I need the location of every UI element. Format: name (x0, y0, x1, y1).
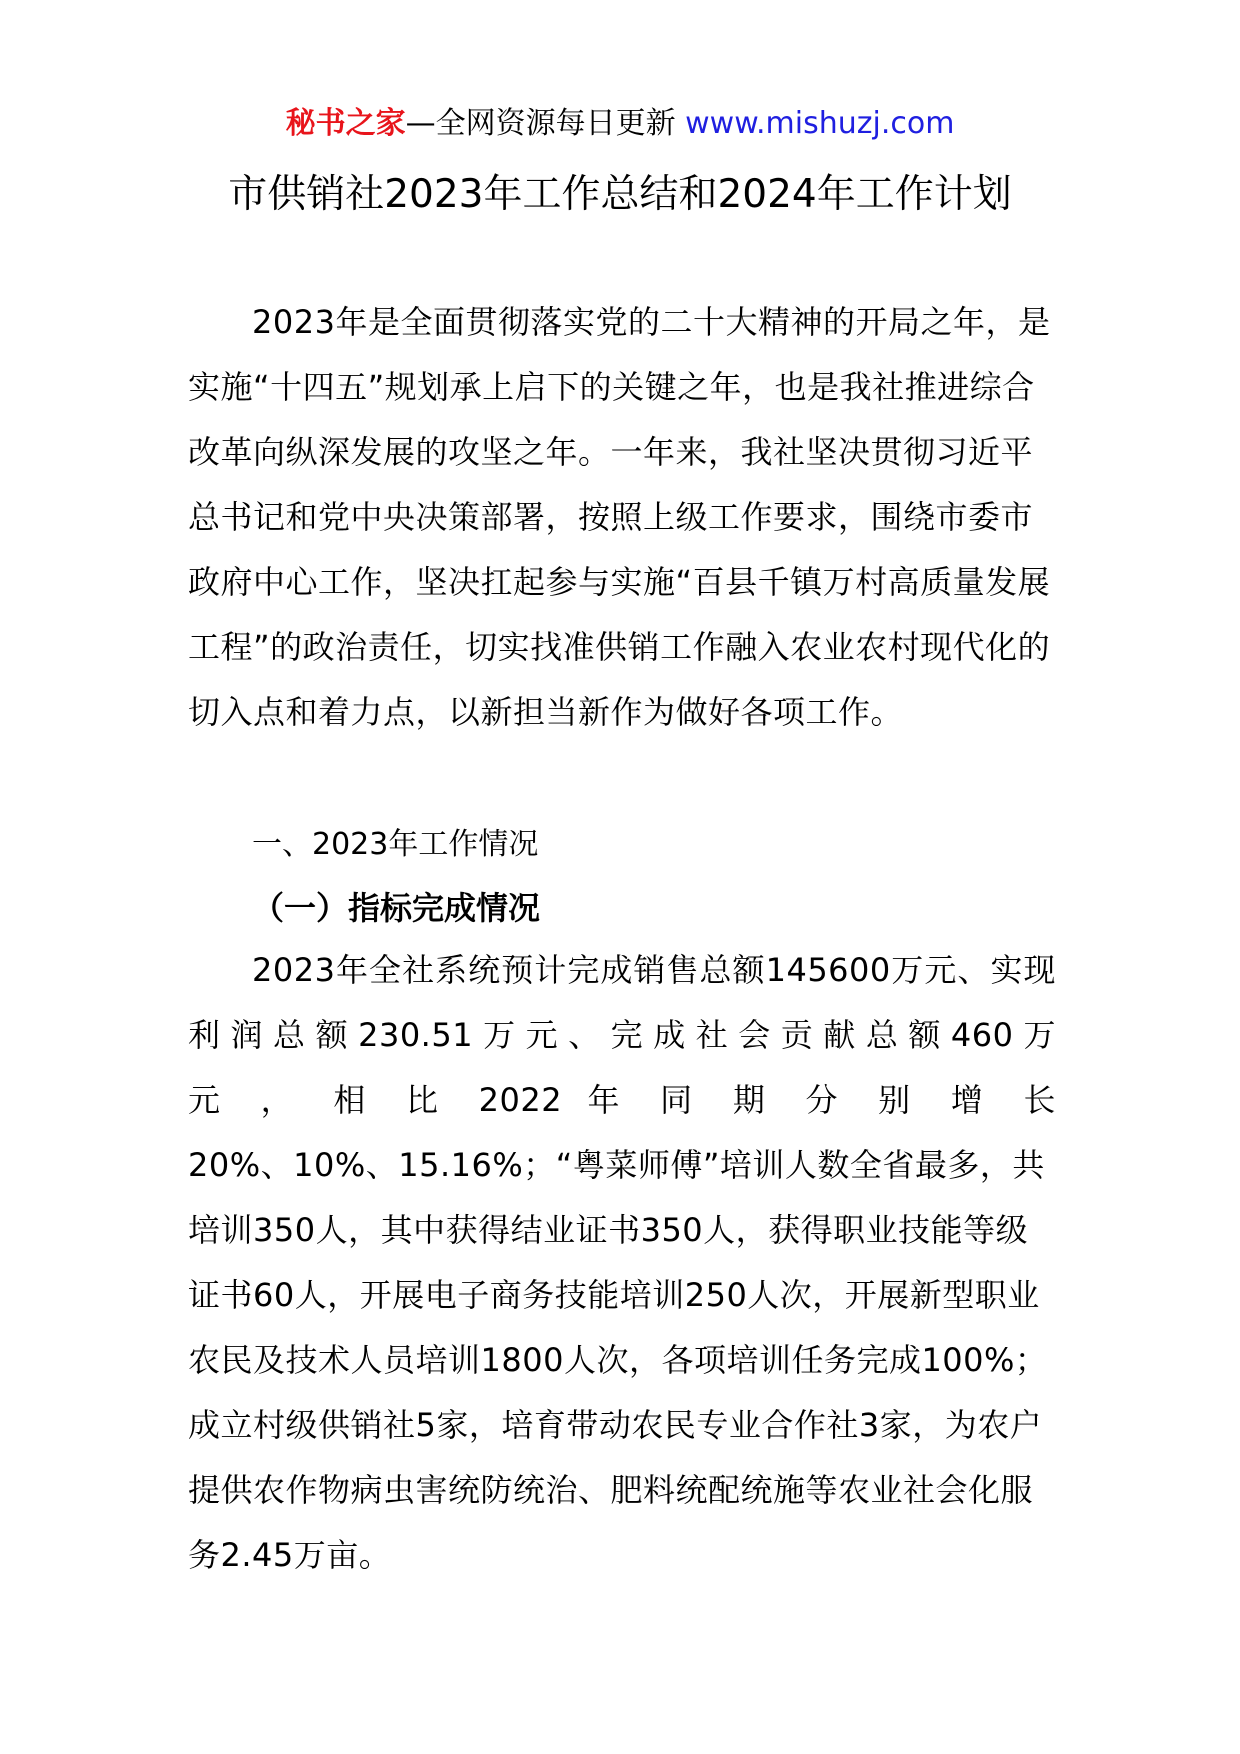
document-title: 市供销社2023年工作总结和2024年工作计划 (228, 172, 1012, 217)
brand-name: 秘书之家 (285, 106, 406, 141)
site-url-link[interactable]: www.mishuzj.com (685, 106, 955, 141)
indicators-paragraph-rest: 20%、10%、15.16%；“粤菜师傅”培训人数全省最多，共培训350人，其中获得结业证书350人，获得职业技能等级证书60人，开展电子商务技能培训250人次，开展新型职业农民及技术人员培训1800人次，各项培训任务完成100%；成立村级供销社5家，培育带动农民专业合作社3家，为农户提供农作物病虫害统防统治、肥料统配统施等农业社会化服务2.45万亩。 (188, 1146, 1048, 1574)
intro-paragraph (188, 290, 1056, 745)
subsection-heading: （一）指标完成情况 (252, 889, 541, 927)
intro-paragraph-text: 2023年是全面贯彻落实党的二十大精神的开局之年，是实施“十四五”规划承上启下的关键之年，也是我社推进综合改革向纵深发展的攻坚之年。一年来，我社坚决贯彻习近平总书记和党中央决策部署，按照上级工作要求，围绕市委市政府中心工作，坚决扛起参与实施“百县千镇万村高质量发展工程”的政治责任，切实找准供销工作融入农业农村现代化的切入点和着力点，以新担当新作为做好各项工作。 (188, 303, 1051, 731)
indicators-paragraph-line-1 (188, 938, 1056, 1068)
indicators-paragraph-line-2: 元 ， 相 比 2022 年 同 期 分 别 增 长 (188, 1081, 1056, 1119)
section-heading: 一、2023年工作情况 (252, 827, 539, 862)
indicators-line-1-text: 2023年全社系统预计完成销售总额145600万元、实现利润总额230.51万元、完成社会贡献总额460万 (188, 951, 1056, 1054)
indicators-paragraph (188, 938, 1056, 1588)
header-tagline: —全网资源每日更新 (405, 106, 676, 141)
site-header (0, 100, 1240, 148)
